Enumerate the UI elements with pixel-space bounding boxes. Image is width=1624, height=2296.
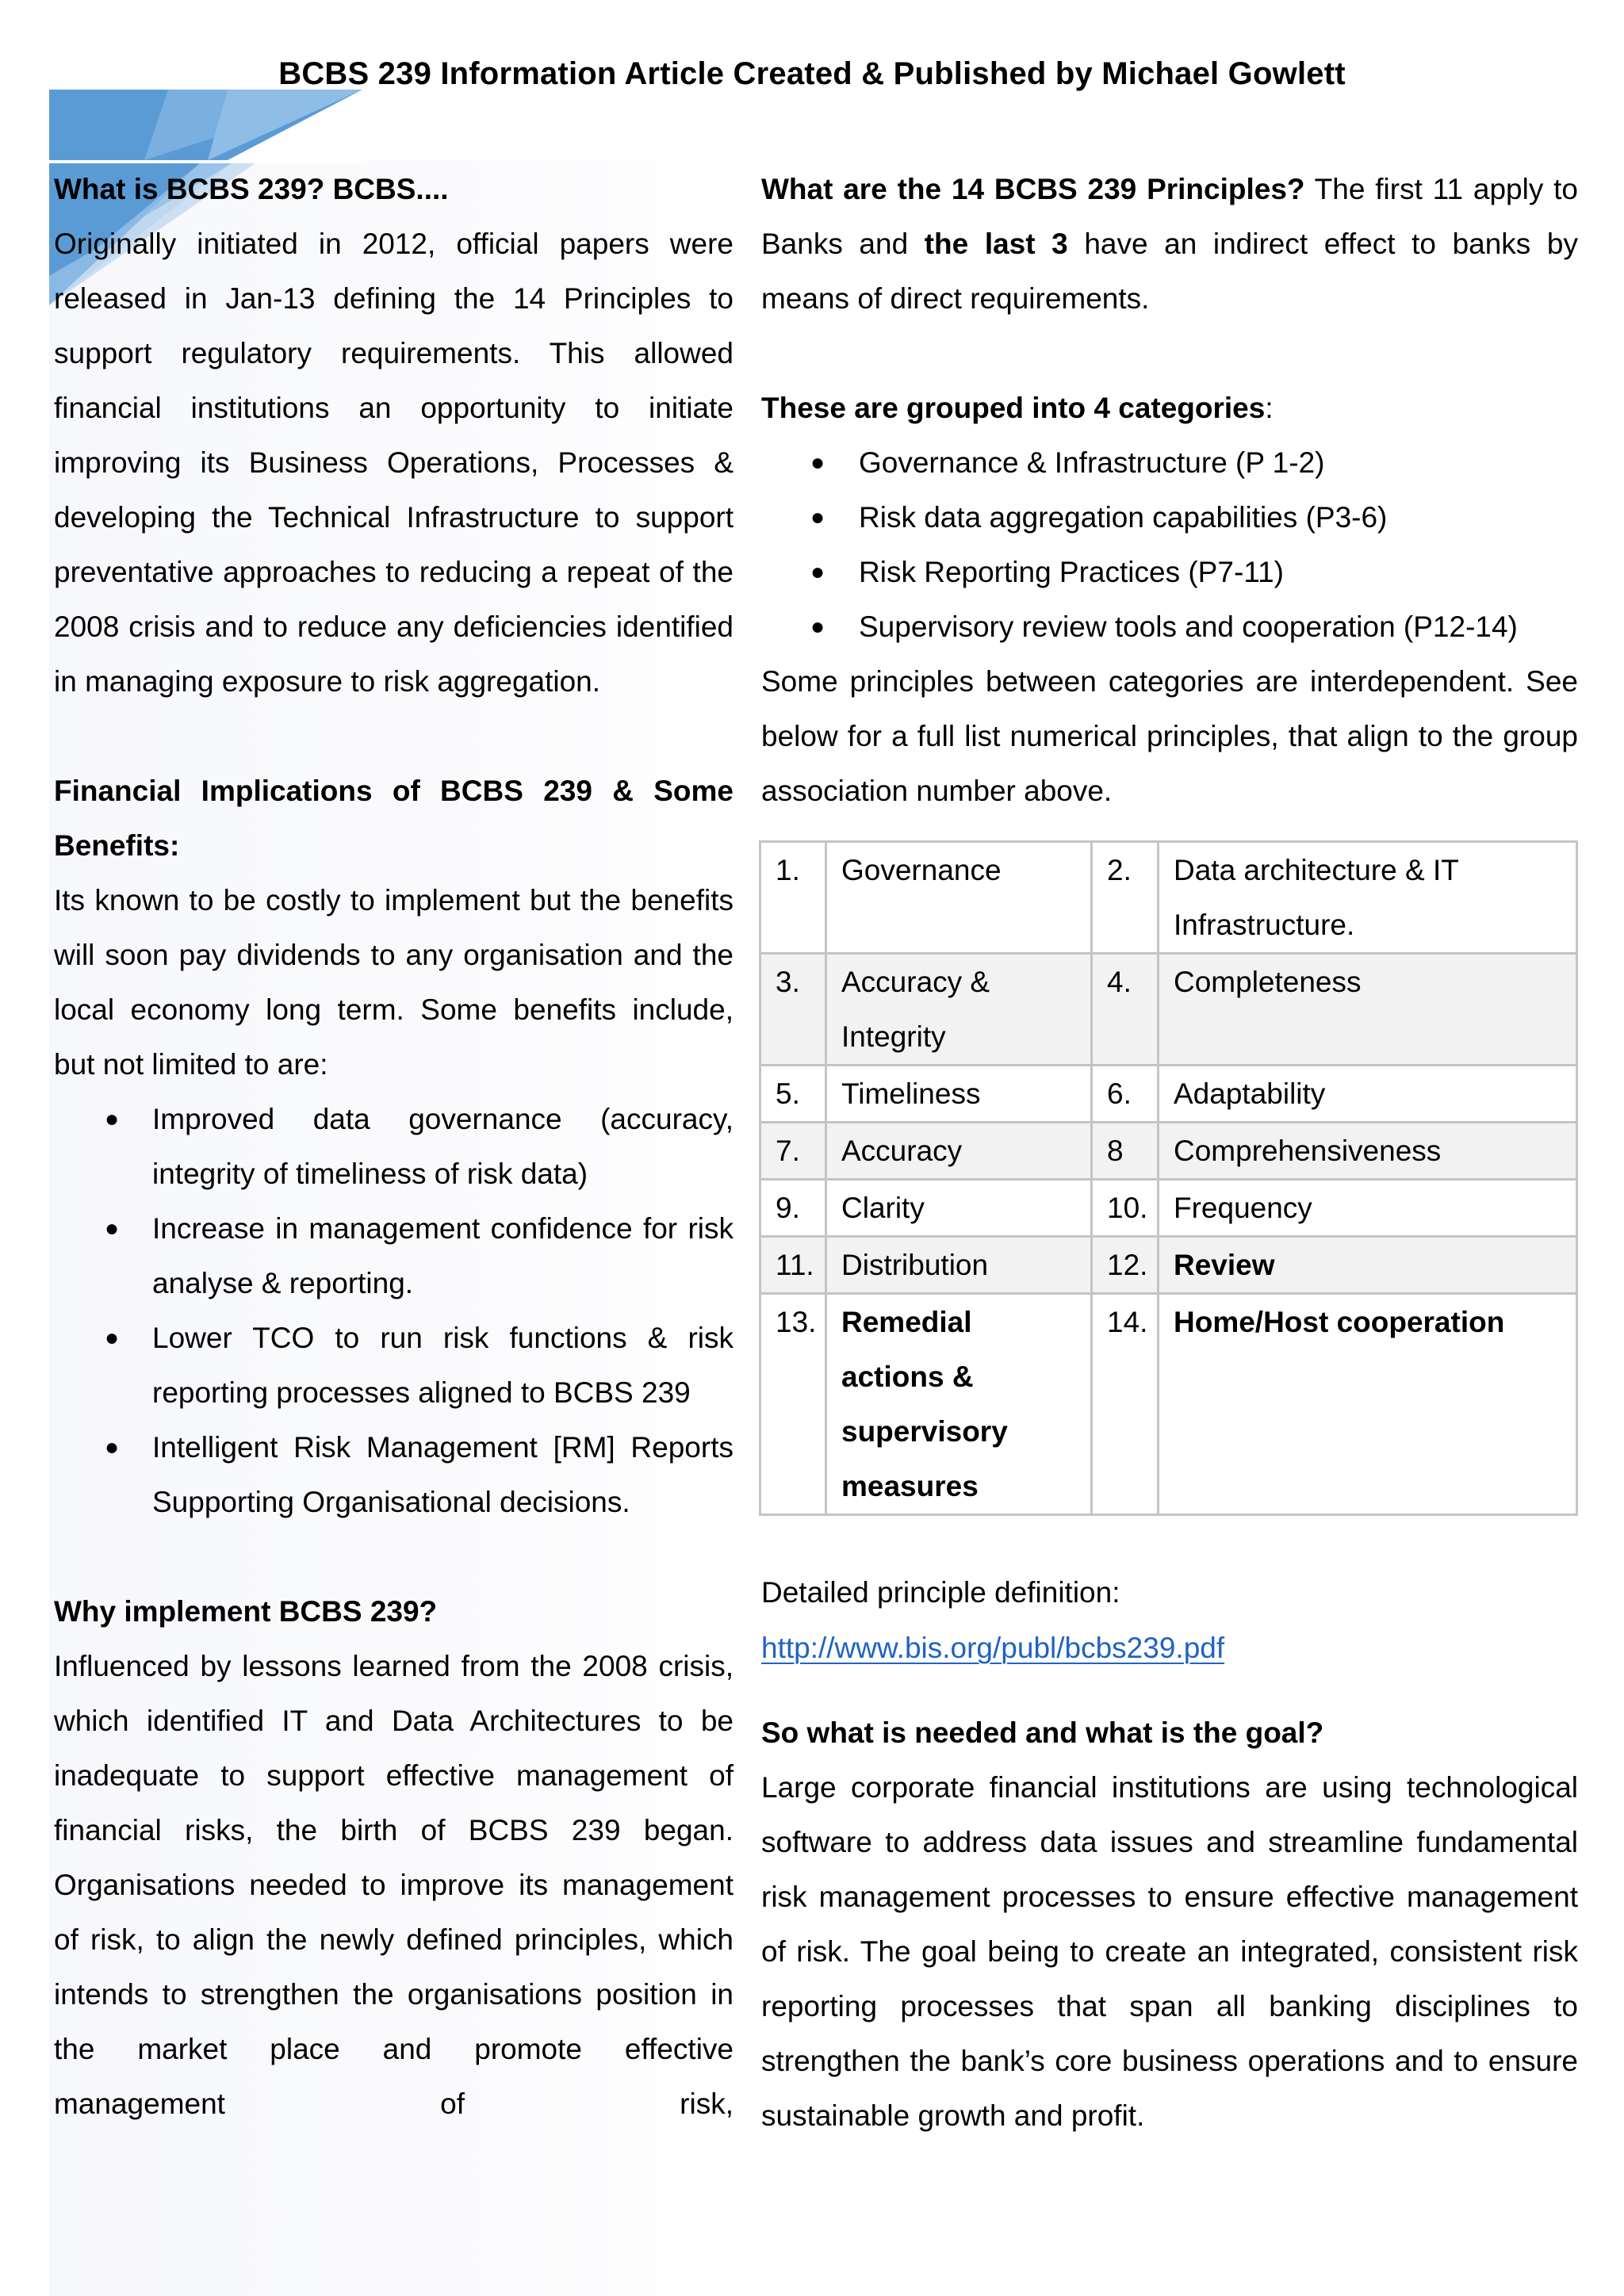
table-row: 13. Remedial actions & supervisory measures 14. Home/Host cooperation (760, 1294, 1577, 1515)
financial-intro: Its known to be costly to implement but the benefits will soon pay dividends to any organisation and the local economy long term. Some benefits include, but not limited to are: (54, 884, 733, 1081)
bullet-icon: ● (810, 614, 825, 640)
table-row: 11. Distribution 12. Review (760, 1237, 1577, 1294)
principles-heading: What are the 14 BCBS 239 Principles? (761, 173, 1305, 205)
financial-heading: Financial Implications of BCBS 239 & Some Benefits: (54, 775, 733, 862)
what-is-body: Originally initiated in 2012, official papers were released in Jan-13 defining the 14 Principles to support regulatory requirements. This allowed financial institutions an opportunity to initiate improving its Business Operations, Processes & developing the Technical Infrastructure to support preventative approaches to reducing a repeat of the 2008 crisis and to reduce any deficiencies identified in managing exposure to risk aggregation. (54, 228, 733, 698)
bullet-icon: ● (810, 504, 825, 530)
table-row: 3. Accuracy & Integrity 4. Completeness (760, 954, 1577, 1066)
categories-list (761, 435, 1578, 654)
table-row: 7. Accuracy 8 Comprehensiveness (760, 1123, 1577, 1180)
principles-intro: What are the 14 BCBS 239 Principles? The first 11 apply to Banks and the last 3 have an indirect effect to banks by means of direct requirements. (761, 173, 1578, 315)
categories-heading: These are grouped into 4 categories: (761, 392, 1274, 424)
categories-note: Some principles between categories are interdependent. See below for a full list numerical principles, that align to the group association number above. (761, 665, 1578, 807)
bullet-icon: ● (105, 1215, 120, 1242)
definition-label: Detailed principle definition: (761, 1576, 1120, 1609)
bullet-icon: ● (810, 450, 825, 476)
table-row: 1. Governance 2. Data architecture & IT Infrastructure. (760, 842, 1577, 954)
category-item: ● Risk Reporting Practices (P7-11) (761, 545, 1578, 599)
benefit-item: ● Increase in management confidence for risk analyse & reporting. (54, 1201, 733, 1311)
goal-heading: So what is needed and what is the goal? (761, 1716, 1324, 1749)
category-item: ● Governance & Infrastructure (P 1-2) (761, 435, 1578, 490)
benefit-item: ● Intelligent Risk Management [RM] Reports Supporting Organisational decisions. (54, 1420, 733, 1529)
definition-link-row (761, 1620, 1578, 1677)
goal-body: Large corporate financial institutions are using technological software to address data issues and streamline fundamental risk management processes to ensure effective management of risk. The goal being to create an integrated, consistent risk reporting processes that span all banking disciplines to strengthen the bank’s core business operations and to ensure sustainable growth and profit. (761, 1771, 1578, 2132)
category-item: ● Risk data aggregation capabilities (P3-6) (761, 490, 1578, 545)
what-is-heading: What is BCBS 239? BCBS.... (54, 173, 449, 205)
left-column (54, 162, 733, 2131)
right-column (761, 162, 1578, 2143)
benefit-item: ● Lower TCO to run risk functions & risk reporting processes aligned to BCBS 239 (54, 1311, 733, 1420)
why-heading: Why implement BCBS 239? (54, 1595, 438, 1628)
why-body: Influenced by lessons learned from the 2008 crisis, which identified IT and Data Architectures to be inadequate to support effective management of financial risks, the birth of BCBS 239 began. Organisations needed to improve its management of risk, to align the newly defined principles, which intends to strengthen the organisations position in the market place and promote effective management of risk, (54, 1650, 733, 2120)
page-title: BCBS 239 Information Article Created & Published by Michael Gowlett (278, 56, 1346, 91)
bullet-icon: ● (105, 1434, 120, 1460)
bullet-icon: ● (105, 1106, 120, 1132)
benefit-item: ● Improved data governance (accuracy, integrity of timeliness of risk data) (54, 1092, 733, 1201)
category-item: ● Supervisory review tools and cooperation (P12-14) (761, 599, 1578, 654)
bullet-icon: ● (810, 559, 825, 585)
table-row: 5. Timeliness 6. Adaptability (760, 1066, 1577, 1123)
principles-table (759, 840, 1578, 1516)
bullet-icon: ● (105, 1325, 120, 1351)
bcbs239-pdf-link[interactable]: http://www.bis.org/publ/bcbs239.pdf (761, 1632, 1225, 1664)
benefits-list (54, 1092, 733, 1529)
table-row: 9. Clarity 10. Frequency (760, 1180, 1577, 1237)
